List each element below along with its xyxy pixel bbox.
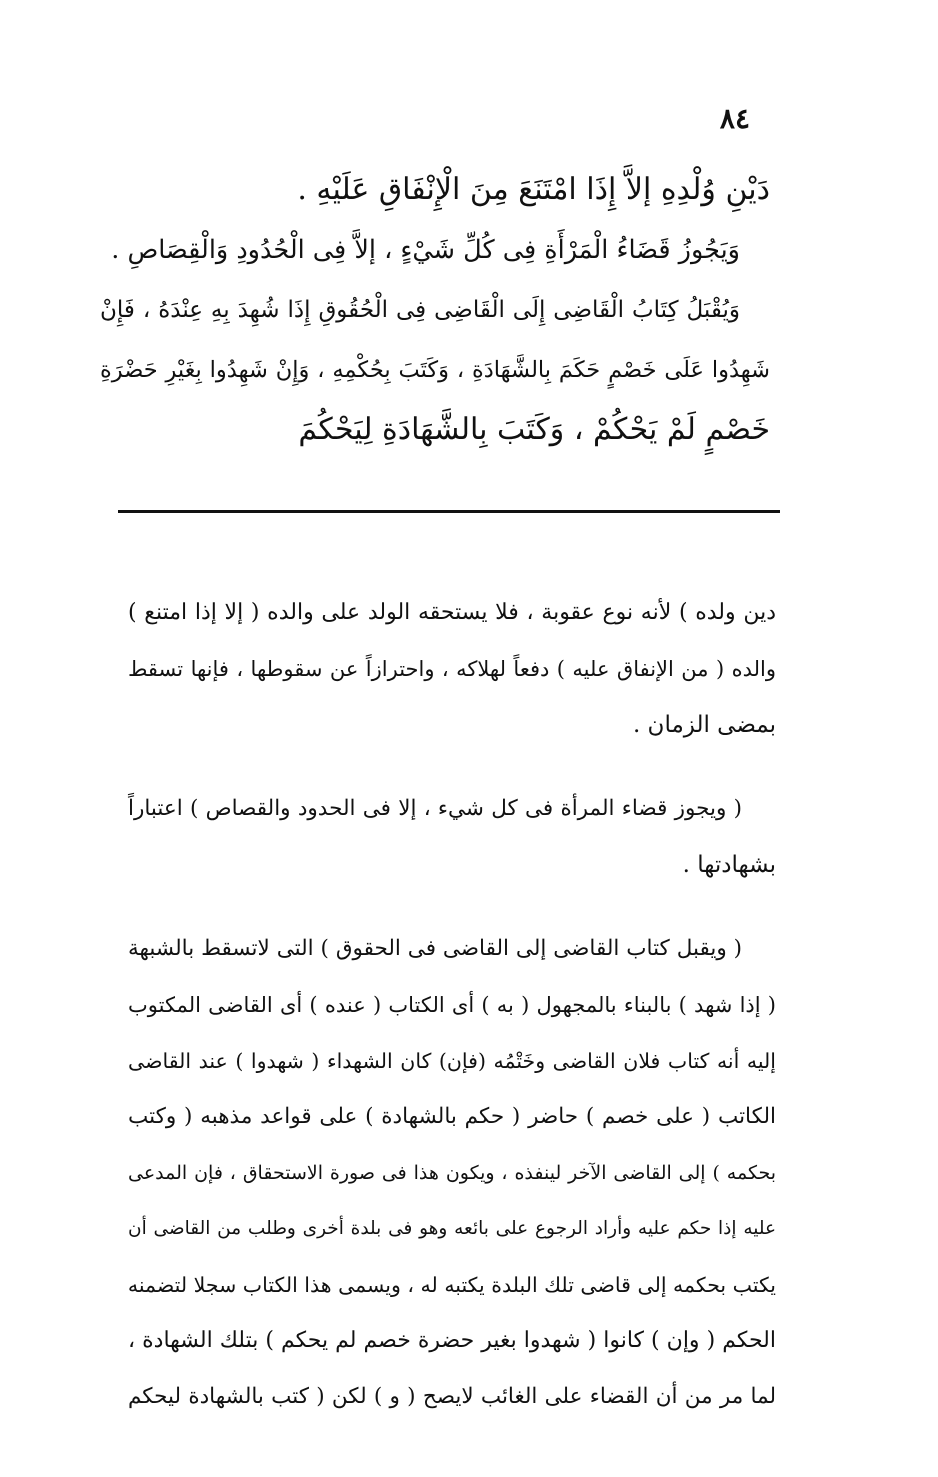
paragraph — [128, 781, 776, 893]
text-line: دين ولده ) لأنه نوع عقوبة ، فلا يستحقه الولد على والده ( إلا إذا امتنع ) — [128, 600, 776, 625]
matn-text — [100, 160, 770, 460]
text-line: يكتب بحكمه إلى قاضى تلك البلدة يكتبه له ، ويسمى هذا الكتاب سجلا لتضمنه — [127, 1273, 776, 1297]
page-number: ٨٤ — [719, 102, 750, 135]
text-line: إليه أنه كتاب فلان القاضى وخَتْمُه (فإن) كان الشهداء ( شهدوا ) عند القاضى — [128, 1049, 776, 1073]
text-line: الحكم ( وإن ) كانوا ( شهدوا بغير حضرة خصم لم يحكم ) بتلك الشهادة ، — [128, 1328, 776, 1353]
matn-line: دَيْنِ وُلْدِهِ إلاَّ إِذَا امْتَنَعَ مِنَ الْإِنْفَاقِ عَلَيْهِ . — [297, 172, 770, 207]
divider-rule — [118, 510, 780, 513]
text-line: عليه إذا حكم عليه وأراد الرجوع على بائعه وهو فى بلدة أخرى وطلب من القاضى أن — [128, 1218, 776, 1239]
text-line: الكاتب ( على خصم ) حاضر ( حكم بالشهادة ) على قواعد مذهبه ( وكتب — [128, 1104, 776, 1129]
text-line: بشهادتها . — [682, 852, 776, 878]
matn-line: وَيَجُوزُ قَضَاءُ الْمَرْأَةِ فِى كُلِّ شَيْءٍ ، إلاَّ فِى الْحُدُودِ وَالْقِصَاصِ . — [111, 235, 740, 265]
paragraph — [128, 921, 776, 1425]
sharh-commentary — [128, 585, 776, 1453]
matn-line: خَصْمٍ لَمْ يَحْكُمْ ، وَكَتَبَ بِالشَّهَادَةِ لِيَحْكُمَ — [298, 412, 770, 447]
text-line: بمضى الزمان . — [632, 712, 776, 738]
text-line: لما مر من أن القضاء على الغائب لايصح ( و ) لكن ( كتب بالشهادة ليحكم — [128, 1384, 776, 1409]
text-line: والده ( من الإنفاق عليه ) دفعاً لهلاكه ، واحترازاً عن سقوطها ، فإنها تسقط — [128, 657, 776, 681]
text-line: ( ويجوز قضاء المرأة فى كل شيء ، إلا فى الحدود والقصاص ) اعتباراً — [128, 796, 742, 821]
paragraph — [128, 585, 776, 753]
matn-line: وَيُقْبَلُ كِتَابُ الْقَاضِى إِلَى الْقَاضِى فِى الْحُقُوقِ إِذَا شُهِدَ بِهِ عِنْدَهُ ، فَإِنْ — [100, 297, 740, 323]
text-line: ( إذا شهد ) بالبناء بالمجهول ( به ) أى الكتاب ( عنده ) أى القاضى المكتوب — [128, 993, 776, 1017]
text-line: ( ويقبل كتاب القاضى إلى القاضى فى الحقوق ) التى لاتسقط بالشبهة — [128, 936, 742, 961]
text-line: بحكمه ) إلى القاضى الآخر لينفذه ، ويكون هذا فى صورة الاستحقاق ، فإن المدعى — [128, 1162, 776, 1184]
matn-line: شَهِدُوا عَلَى خَصْمٍ حَكَمَ بِالشَّهَادَةِ ، وَكَتَبَ بِحُكْمِهِ ، وَإِنْ شَهِدُوا بِغَيْرِ حَضْرَةِ — [100, 357, 770, 383]
